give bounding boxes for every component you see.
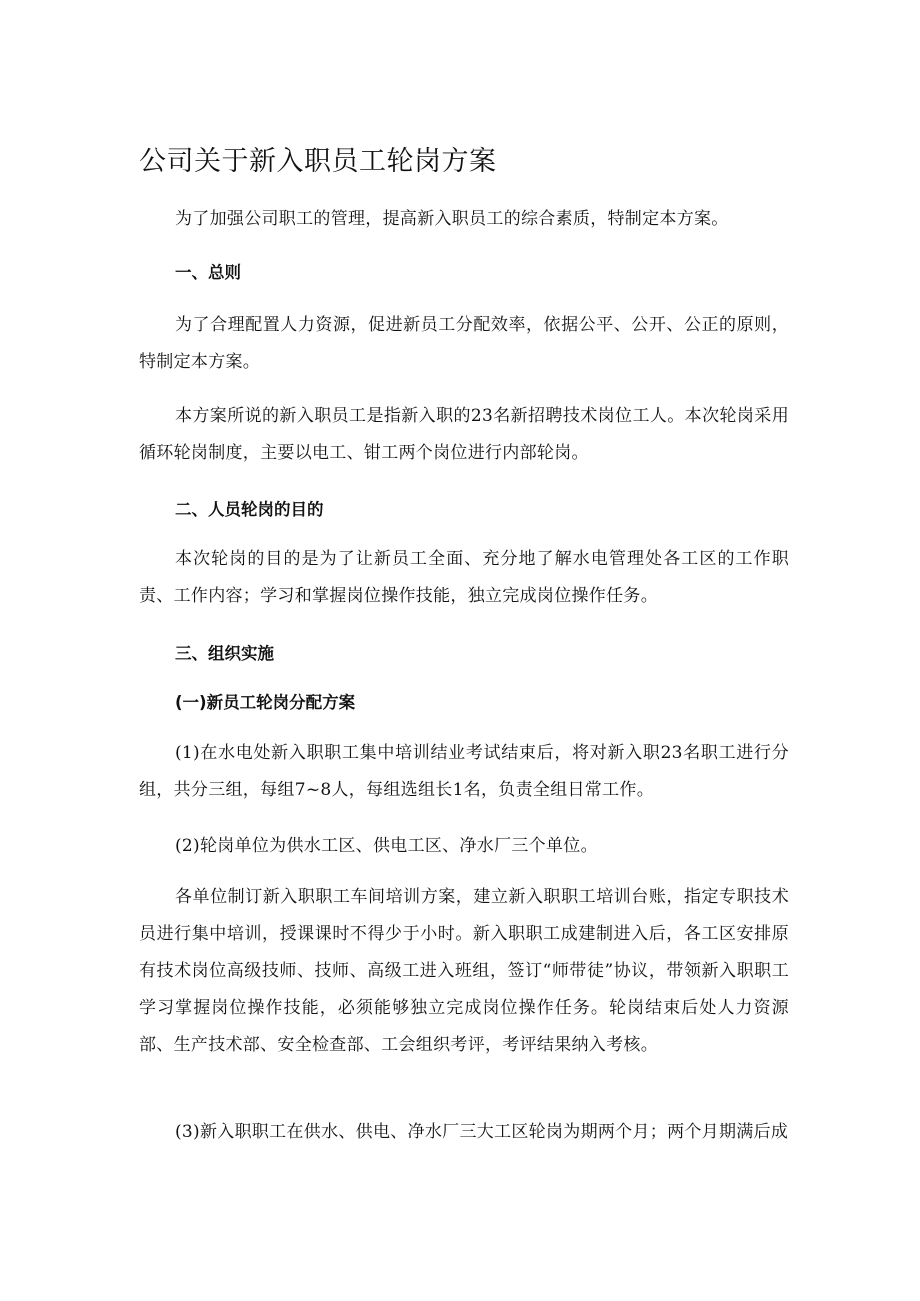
allocation-item-3: (3)新入职职工在供水、供电、净水厂三大工区轮岗为期两个月；两个月期满后成 [175, 1122, 789, 1142]
general-paragraph-2: 本方案所说的新入职员工是指新入职的23名新招聘技术岗位工人。本次轮岗采用循环轮岗制度，主要以电工、钳工两个岗位进行内部轮岗。 [139, 406, 789, 463]
intro-paragraph: 为了加强公司职工的管理，提高新入职员工的综合素质，特制定本方案。 [175, 209, 729, 229]
allocation-item-1: (1)在水电处新入职职工集中培训结业考试结束后，将对新入职23名职工进行分组，共分三组，每组7~8人，每组选组长1名，负责全组日常工作。 [139, 743, 789, 800]
general-paragraph-1: 为了合理配置人力资源，促进新员工分配效率，依据公平、公开、公正的原则，特制定本方案。 [139, 315, 789, 372]
allocation-item-2: (2)轮岗单位为供水工区、供电工区、净水厂三个单位。 [175, 836, 598, 856]
subsection-heading-allocation: (一)新员工轮岗分配方案 [175, 693, 356, 712]
section-heading-implementation: 三、组织实施 [175, 644, 274, 663]
section-heading-general: 一、总则 [175, 263, 241, 282]
section-heading-purpose: 二、人员轮岗的目的 [175, 500, 324, 519]
training-paragraph: 各单位制订新入职职工车间培训方案，建立新入职职工培训台账，指定专职技术员进行集中培训，授课课时不得少于小时。新入职职工成建制进入后，各工区安排原有技术岗位高级技师、技师、高级工进入班组，签订“师带徒”协议，带领新入职职工学习掌握岗位操作技能，必须能够独立完成岗位操作任务。轮岗结束后处人力资源部、生产技术部、安全检查部、工会组织考评，考评结果纳入考核。 [139, 887, 789, 1055]
purpose-paragraph: 本次轮岗的目的是为了让新员工全面、充分地了解水电管理处各工区的工作职责、工作内容；学习和掌握岗位操作技能，独立完成岗位操作任务。 [139, 549, 789, 606]
document-title: 公司关于新入职员工轮岗方案 [139, 146, 497, 177]
